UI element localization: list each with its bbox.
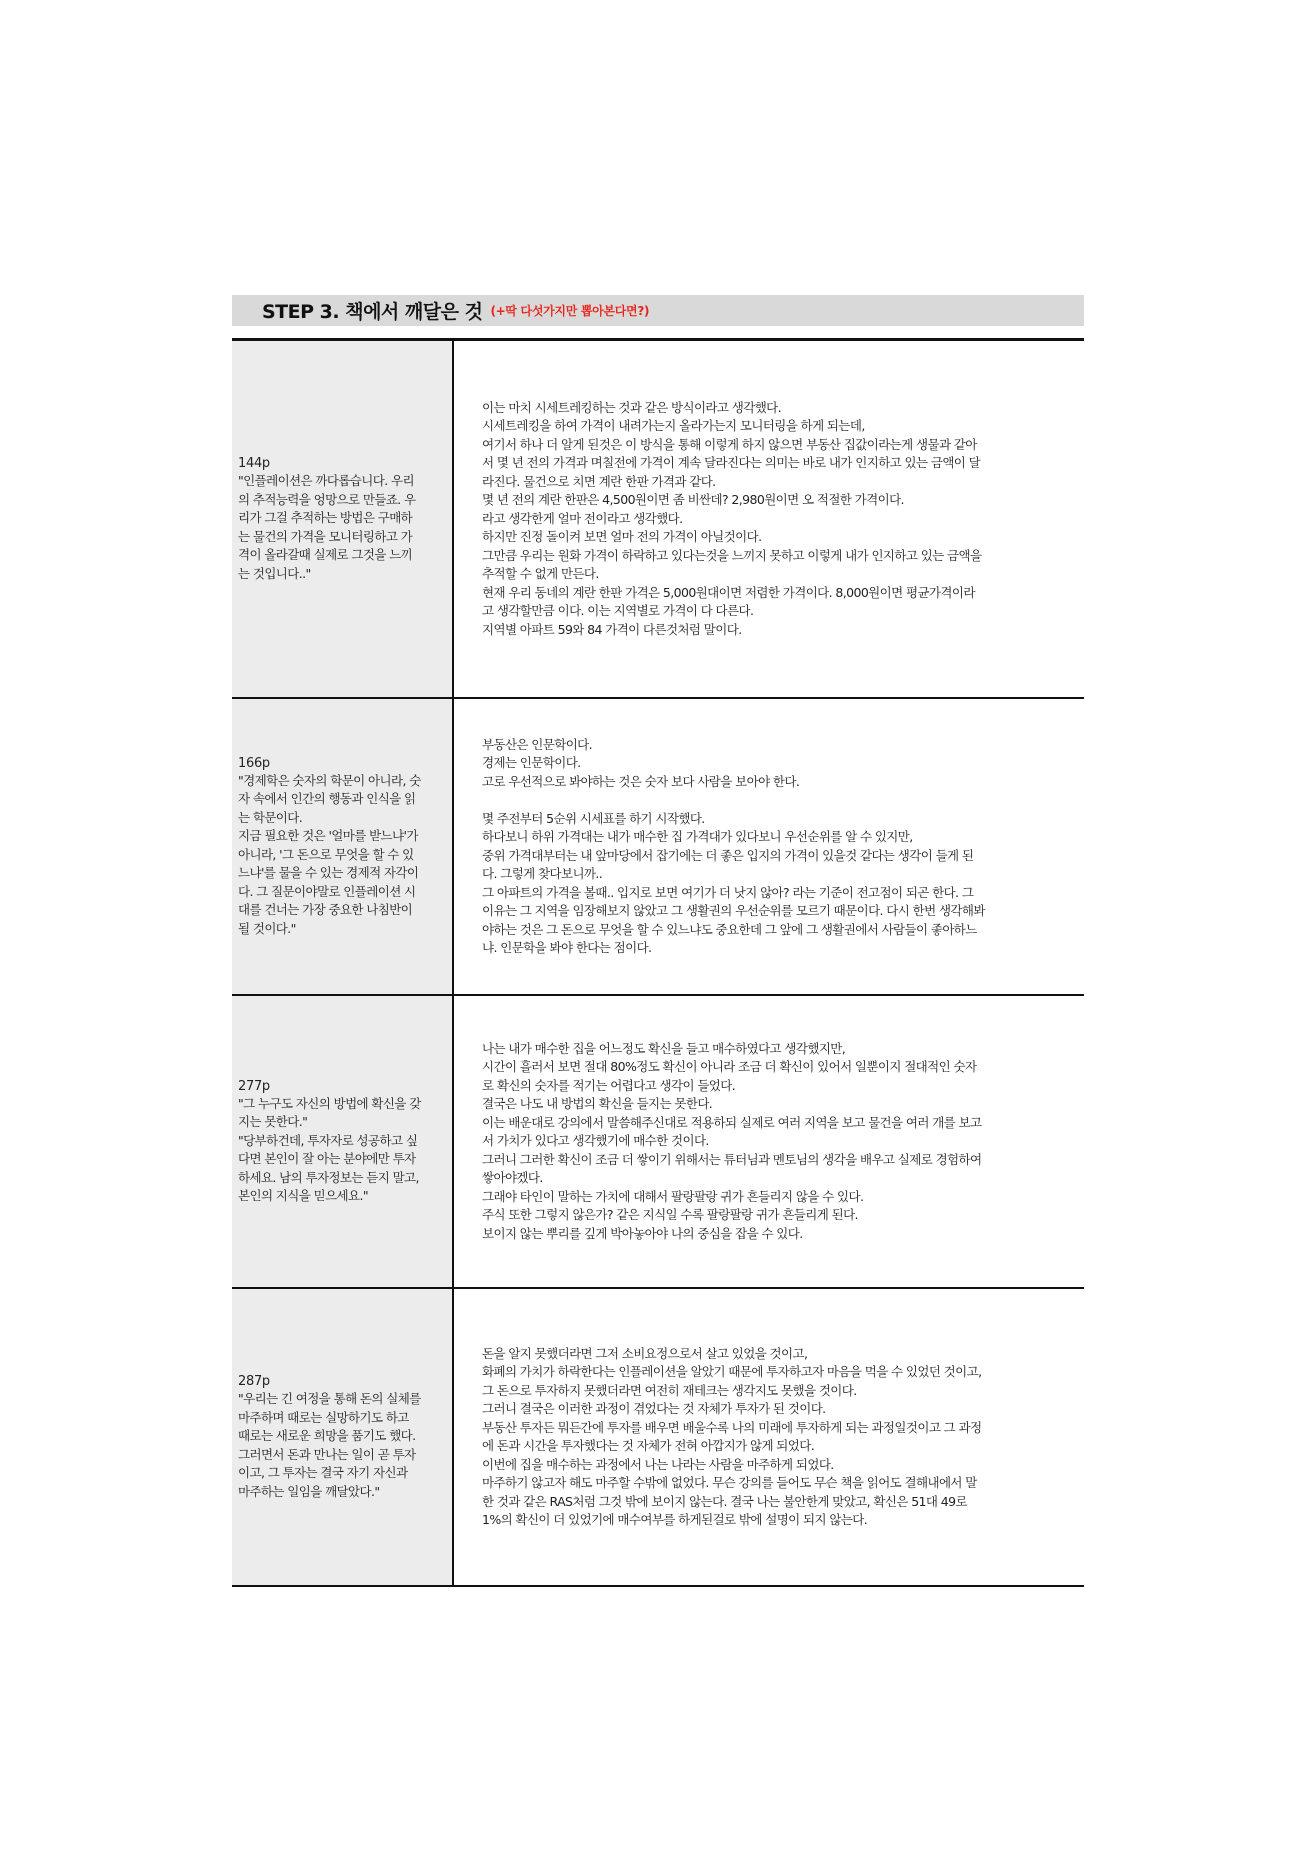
reflection-line: 이는 마치 시세트레킹하는 것과 같은 방식이라고 생각했다.	[482, 399, 782, 415]
quote-cell	[232, 699, 454, 994]
step-header	[232, 295, 1084, 326]
reflection-line: 주식 또한 그렇지 않은가? 같은 지식일 수록 팔랑팔랑 귀가 흔들리게 된다.	[482, 1207, 858, 1223]
reflection-line: 그 돈으로 투자하지 못했더라면 여전히 재테크는 생각지도 못했을 것이다.	[482, 1382, 857, 1398]
reflection-line: 야하는 것은 그 돈으로 무엇을 할 수 있느냐도 중요한데 그 앞에 그 생활권에서 사람들이 좋아하느	[482, 921, 977, 937]
book-quote: "경제학은 숫자의 학문이 아니라, 숫 자 속에서 인간의 행동과 인식을 읽 는 학문이다. 지금 필요한 것은 '얼마를 받느냐'가 아니라, '그 돈으로 무엇을 할 수 있 느냐'를 물을 수 있는 경제적 자각이 다. 그 질문이야말로 인플레이션 시 대를 건너는 가장 중요한 나침반이 될 것이다."	[238, 772, 421, 936]
reflection-line: 로 확신의 숫자를 적기는 어렵다고 생각이 들었다.	[482, 1077, 736, 1093]
page-number: 166p	[238, 755, 270, 771]
reflection-line: 중위 가격대부터는 내 앞마당에서 잡기에는 더 좋은 입지의 가격이 있을것 같다는 생각이 들게 된	[482, 847, 974, 863]
reflection-cell	[454, 341, 1084, 697]
reflection-line: 하지만 진정 돌이켜 보면 얼마 전의 가격이 아닐것이다.	[482, 529, 762, 545]
book-quote: "인플레이션은 까다롭습니다. 우리 의 추적능력을 엉망으로 만들죠. 우 리가 그걸 추적하는 방법은 구매하 는 물건의 가격을 모니터링하고 가 격이 올라갈때 실제로 그것을 느끼 는 것입니다.."	[238, 473, 416, 581]
reflection-line: 에 돈과 시간을 투자했다는 것 자체가 전혀 아깝지가 않게 되었다.	[482, 1438, 815, 1453]
reflection-line: 몇 년 전의 계란 한판은 4,500원이면 좀 비싼데? 2,980원이면 오 적절한 가격이다.	[482, 492, 904, 508]
reflection-line: 시세트레킹을 하여 가격이 내려가는지 올라가는지 모니터링을 하게 되는데,	[482, 418, 865, 434]
reflection-cell	[454, 699, 1084, 994]
reflection-line: 그래야 타인이 말하는 가치에 대해서 팔랑팔랑 귀가 흔들리지 않을 수 있다.	[482, 1188, 864, 1204]
reflection-line: 한 것과 같은 RAS처럼 그것 밖에 보이지 않는다. 결국 나는 불안한게 맞았고, 확신은 51대 49로	[482, 1493, 967, 1509]
table-row	[232, 1289, 1084, 1587]
reflection-line: 쌓아야겠다.	[482, 1170, 543, 1186]
reflection-line: 서 가치가 있다고 생각했기에 매수한 것이다.	[482, 1133, 709, 1149]
reflection-line: 지역별 아파트 59와 84 가격이 다른것처럼 말이다.	[482, 621, 742, 637]
reflection-line: 서 몇 년 전의 가격과 며칠전에 가격이 계속 달라진다는 의미는 바로 내가 인지하고 있는 금액이 달	[482, 455, 981, 471]
blank-line	[482, 791, 1076, 810]
reflection-line: 고 생각할만큼 이다. 이는 지역별로 가격이 다 다른다.	[482, 603, 754, 619]
reflection-line: 라고 생각한게 얼마 전이라고 생각했다.	[482, 510, 683, 526]
reflection-line: 돈을 알지 못했더라면 그저 소비요정으로서 살고 있었을 것이고,	[482, 1345, 808, 1361]
quote-cell	[232, 341, 454, 697]
reflection-line: 고로 우선적으로 봐야하는 것은 숫자 보다 사람을 보아야 한다.	[482, 773, 800, 789]
reflection-line: 부동산은 인문학이다.	[482, 736, 593, 752]
reflection-line: 이번에 집을 매수하는 과정에서 나는 나라는 사람을 마주하게 되었다.	[482, 1456, 834, 1472]
reflection-cell	[454, 1289, 1084, 1585]
reflection-line: 다. 그렇게 찾다보니까..	[482, 866, 603, 881]
reflection-line: 그러니 그러한 확신이 조금 더 쌓이기 위해서는 튜터님과 멘토님의 생각을 배우고 실제로 경험하여	[482, 1151, 982, 1167]
page-number: 277p	[238, 1078, 270, 1094]
reflection-line: 부동산 투자든 뭐든간에 투자를 배우면 배울수록 나의 미래에 투자하게 되는 과정일것이고 그 과정	[482, 1419, 982, 1435]
quote-cell	[232, 1289, 454, 1585]
reflection-line: 라진다. 물건으로 치면 계란 한판 가격과 같다.	[482, 473, 716, 489]
reflection-line: 화폐의 가치가 하락한다는 인플레이션을 알았기 때문에 투자하고자 마음을 먹을 수 있었던 것이고,	[482, 1364, 982, 1379]
step-title: STEP 3. 책에서 깨달은 것	[262, 301, 483, 323]
reflection-line: 그 아파트의 가격을 볼때.. 입지로 보면 여기가 더 낫지 않아? 라는 기준이 전고점이 되곤 한다. 그	[482, 884, 974, 900]
reflection-line: 현재 우리 동네의 계란 한판 가격은 5,000원대이면 저렴한 가격이다. 8,000원이면 평균가격이라	[482, 584, 975, 600]
reflection-cell	[454, 996, 1084, 1287]
reflection-line: 하다보니 하위 가격대는 내가 매수한 집 가격대가 있다보니 우선순위를 알 수 있지만,	[482, 829, 913, 844]
reflection-line: 1%의 확신이 더 있었기에 매수여부를 하게된걸로 밖에 설명이 되지 않는다.	[482, 1512, 868, 1527]
reflection-line: 결국은 나도 내 방법의 확신을 들지는 못한다.	[482, 1096, 713, 1112]
reflection-line: 경제는 인문학이다.	[482, 755, 581, 770]
reflection-line: 이는 배운대로 강의에서 말씀해주신대로 적용하되 실제로 여러 지역을 보고 물건을 여러 개를 보고	[482, 1114, 982, 1130]
page-number: 287p	[238, 1374, 270, 1389]
reflection-line: 보이지 않는 뿌리를 깊게 박아놓아야 나의 중심을 잡을 수 있다.	[482, 1225, 803, 1241]
quote-cell	[232, 996, 454, 1287]
page-number: 144p	[238, 456, 270, 471]
reflection-line: 냐. 인문학을 봐야 한다는 점이다.	[482, 940, 652, 955]
book-quote: "우리는 긴 여정을 통해 돈의 실체를 마주하며 때로는 실망하기도 하고 때로는 새로운 희망을 품기도 했다. 그러면서 돈과 만나는 일이 곧 투자 이고, 그 투자는 결국 자기 자신과 마주하는 일임을 깨달았다."	[238, 1391, 421, 1499]
reflection-line: 여기서 하나 더 알게 된것은 이 방식을 통해 이렇게 하지 않으면 부동산 집값이라는게 생물과 같아	[482, 436, 977, 452]
reflection-line: 그러니 결국은 이러한 과정이 겪었다는 것 자체가 투자가 된 것이다.	[482, 1401, 826, 1416]
reflection-line: 그만큼 우리는 원화 가격이 하락하고 있다는것을 느끼지 못하고 이렇게 내가 인지하고 있는 금액을	[482, 547, 982, 563]
reflection-line: 몇 주전부터 5순위 시세표를 하기 시작했다.	[482, 810, 705, 826]
table-row	[232, 996, 1084, 1289]
reflection-line: 이유는 그 지역을 임장해보지 않았고 그 생활권의 우선순위를 모르기 때문이다. 다시 한번 생각해봐	[482, 903, 985, 918]
reflection-line: 마주하기 않고자 해도 마주할 수밖에 없었다. 무슨 강의를 들어도 무슨 책을 읽어도 결해내에서 말	[482, 1475, 977, 1490]
table-row	[232, 699, 1084, 996]
book-quote: "그 누구도 자신의 방법에 확신을 갖 지는 못한다." "당부하건데, 투자자로 성공하고 싶 다면 본인이 잘 아는 분야에만 투자 하세요. 남의 투자정보는 듣지 말고, 본인의 지식을 믿으세요."	[238, 1095, 421, 1203]
reflection-line: 시간이 흘러서 보면 절대 80%정도 확신이 아니라 조금 더 확신이 있어서 일뿐이지 절대적인 숫자	[482, 1059, 977, 1075]
document-page	[232, 295, 1084, 1587]
reflection-line: 추적할 수 없게 만든다.	[482, 566, 599, 582]
insights-table	[232, 338, 1084, 1587]
table-row	[232, 341, 1084, 699]
step-subtitle: (+딱 다섯가지만 뽑아본다면?)	[490, 304, 650, 318]
reflection-line: 나는 내가 매수한 집을 어느정도 확신을 들고 매수하였다고 생각했지만,	[482, 1040, 846, 1056]
